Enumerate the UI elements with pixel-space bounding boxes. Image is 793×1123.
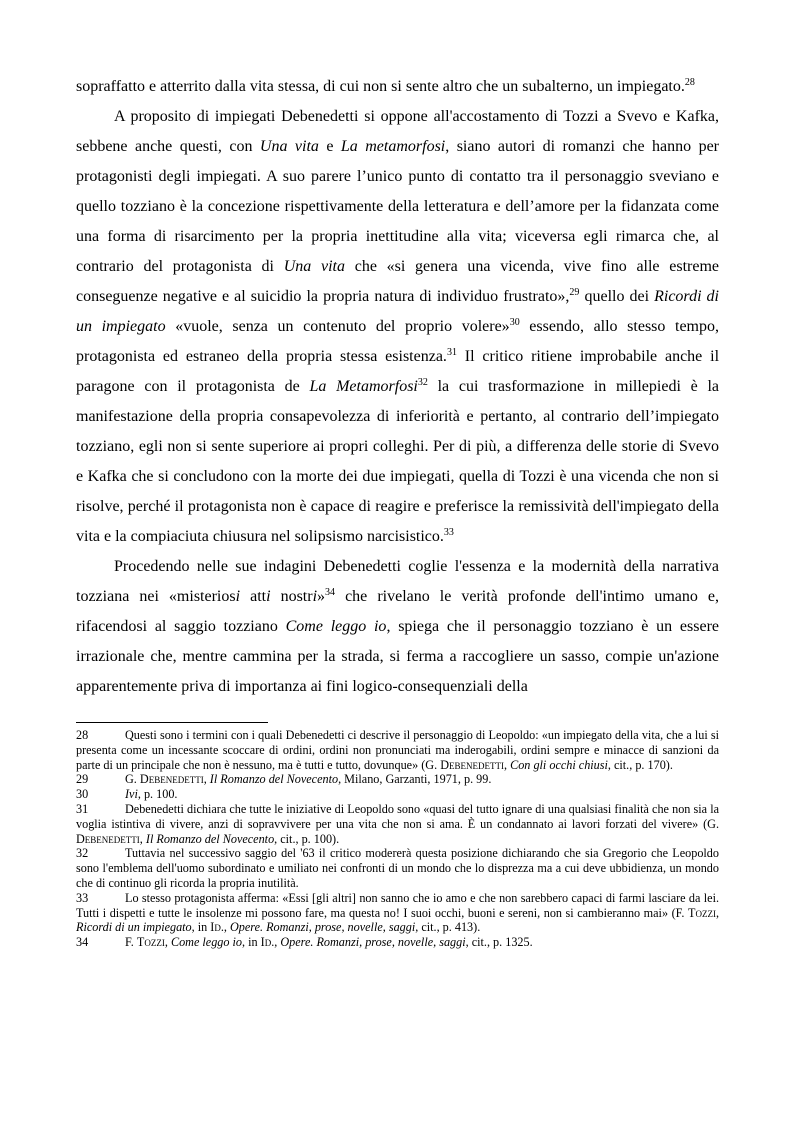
italic-letter: i xyxy=(266,588,271,605)
text-run: sopraffatto e atterrito dalla vita stessa, di cui non si sente altro che un subalterno, un impiegato. xyxy=(76,78,685,95)
text-run: ., xyxy=(271,935,281,950)
text-run: Questi sono i termini con i quali Debenedetti ci descrive il personaggio di Leopoldo: «un impiegato della vita, che a lui si presenta come un incessante scoccare di ordini, ordini non pronunciati ma inderogabili, ordini sempre e minacce di sanzioni da parte di un principale che non è nessuno, ma è tutti e tutto, dovunque» (G. xyxy=(76,728,719,772)
text-run: , cit., p. 1325. xyxy=(465,935,533,950)
text-run: , cit., p. 170). xyxy=(607,757,673,772)
footnote-33 xyxy=(76,891,719,935)
footnote-number: 29 xyxy=(76,772,89,787)
text-run: att xyxy=(240,588,267,605)
text-run: A proposito di impiegati Debenedetti si oppone all'accostamento di Tozzi a Svevo e Kafka, sebbene anche questi, con xyxy=(76,108,719,155)
paragraph-1 xyxy=(76,72,719,102)
footnote-ref-32[interactable]: 32 xyxy=(417,377,428,388)
footnote-ref-28[interactable]: 28 xyxy=(684,77,695,88)
footnote-number: 28 xyxy=(76,728,89,742)
footnote-ref-34[interactable]: 34 xyxy=(325,587,336,598)
footnote-32 xyxy=(76,846,719,890)
footnote-34 xyxy=(76,935,719,950)
text-run: , Milano, Garzanti, 1971, p. 99. xyxy=(338,772,492,787)
text-run: G. xyxy=(125,772,140,787)
text-run: , cit., p. 100). xyxy=(274,831,340,846)
italic-title: Ivi xyxy=(125,787,138,802)
text-run: , xyxy=(164,935,171,950)
author-name: Id xyxy=(260,935,272,950)
text-run: , in xyxy=(191,920,211,935)
footnote-number: 31 xyxy=(76,801,89,816)
paragraph-2 xyxy=(76,102,719,552)
italic-title: Ricordi di un impiegato xyxy=(76,920,192,935)
text-run: , xyxy=(503,757,511,772)
text-run: , xyxy=(715,905,719,920)
footnotes xyxy=(76,728,719,950)
text-run: Tuttavia nel successivo saggio del '63 il critico modererà questa posizione dichiarando che sia Gregorio che Leopoldo sono l'emblema dell'uomo subordinato e umiliato nei confronti di un mondo che lo disprezza ma a cui deve ubbidienza, un mondo che di continuo gli ricorda la propria inutilità. xyxy=(76,846,719,890)
footnote-separator xyxy=(76,722,268,723)
italic-title: Come leggo io xyxy=(285,618,387,635)
italic-title: Ricordi di un impiegato xyxy=(76,288,719,335)
text-run: F. xyxy=(125,935,137,950)
italic-title: Il Romanzo del Novecento xyxy=(145,831,275,846)
text-run: , xyxy=(139,831,146,846)
text-run: Lo stesso protagonista afferma: «Essi [gli altri] non sanno che io amo e che non sarebbero capaci di farmi lasciare da lei. Tutti i dispetti e tutte le insolenze mi possono fare, ma questa no! I suoi occhi, buoni e sereni, non si cambieranno mai» (F. xyxy=(76,890,719,920)
italic-letter: i xyxy=(235,588,241,605)
text-run: , siano autori di romanzi che hanno per protagonisti degli impiegati. A suo parere l’unico punto di contatto tra il personaggio sveviano e quello tozziano è la concezione rispettivamente della letteratura e dell’amore per la fidanzata come una forma di risarcimento per la propria inettitudine alla vita; viceversa egli rimarca che, al contrario del protagonista di xyxy=(76,138,720,275)
text-run: Procedendo nelle sue indagini Debenedetti coglie l'essenza e la modernità della narrativa tozziana nei «misterios xyxy=(76,558,719,605)
italic-letter: i xyxy=(312,588,318,605)
italic-title: Il Romanzo del Novecento xyxy=(209,772,339,787)
text-run: Il critico ritiene improbabile anche il paragone con il protagonista de xyxy=(76,348,720,395)
footnote-ref-30[interactable]: 30 xyxy=(509,317,520,328)
footnote-28 xyxy=(76,728,719,772)
italic-title: La Metamorfosi xyxy=(309,378,418,395)
text-run: Debenedetti dichiara che tutte le iniziative di Leopoldo sono «quasi del tutto ignare di una qualsiasi finalità che non sia la voglia istintiva di vivere, anzi di sopravvivere per una vita che non si ama. È un condannato ai lavori forzati del vivere» (G. xyxy=(76,801,719,831)
footnote-ref-33[interactable]: 33 xyxy=(443,527,454,538)
italic-title: Opere. Romanzi, prose, novelle, saggi xyxy=(229,920,416,935)
footnote-number: 33 xyxy=(76,890,89,905)
author-name: Tozzi xyxy=(688,905,716,920)
footnote-29 xyxy=(76,772,719,787)
text-run: «vuole, senza un contenuto del proprio volere» xyxy=(165,318,510,335)
text-run: e xyxy=(318,138,341,155)
author-name: Debenedetti xyxy=(139,772,204,787)
footnote-number: 34 xyxy=(76,935,89,950)
italic-title: La metamorfosi xyxy=(340,138,446,155)
text-run: quello dei xyxy=(579,288,655,305)
footnote-ref-31[interactable]: 31 xyxy=(446,347,457,358)
author-name: Debenedetti xyxy=(440,757,504,772)
text-run: ., xyxy=(220,920,230,935)
italic-title: Opere. Romanzi, prose, novelle, saggi xyxy=(280,935,466,950)
author-name: Debenedetti xyxy=(76,831,140,846)
footnote-number: 30 xyxy=(76,787,89,802)
italic-title: Con gli occhi chiusi xyxy=(510,757,608,772)
footnote-30 xyxy=(76,787,719,802)
text-run: la cui trasformazione in millepiedi è la manifestazione della propria consapevolezza di inferiorità e pertanto, al contrario dell’impiegato tozziano, egli non si sente superiore ai propri colleghi. Per di più, a differenza delle storie di Svevo e Kafka che si concludono con la morte dei due impiegati, quella di Tozzi è una vicenda che non si risolve, perché il protagonista non è capace di reagire e preferisce la remissività dell'impiegato della vita e la compiaciuta chiusura nel solipsismo narcisistico. xyxy=(76,378,719,545)
text-run: che «si genera una vicenda, vive fino alle estreme conseguenze negative e al suicidio la propria natura di individuo frustrato», xyxy=(76,258,720,305)
text-run: , cit., p. 413). xyxy=(415,920,481,935)
author-name: Tozzi xyxy=(136,935,165,950)
footnote-ref-29[interactable]: 29 xyxy=(569,287,580,298)
text-run: , xyxy=(203,772,210,787)
paragraph-3 xyxy=(76,552,719,702)
text-run: essendo, allo stesso tempo, protagonista ed estraneo della propria stessa esistenza. xyxy=(76,318,719,365)
italic-title: Una vita xyxy=(259,138,319,155)
text-run: , spiega che il personaggio tozziano è un essere irrazionale che, mentre cammina per la strada, si ferma a raccogliere un sasso, compie un'azione apparentemente priva di importanza ai fini logico-consequenziali della xyxy=(76,618,720,695)
italic-title: Una vita xyxy=(283,258,345,275)
footnote-number: 32 xyxy=(76,846,89,861)
document-page xyxy=(76,72,719,950)
footnote-31 xyxy=(76,802,719,846)
text-run: » xyxy=(317,588,326,605)
body-text xyxy=(76,72,719,702)
text-run: nostr xyxy=(270,588,313,605)
italic-title: Come leggo io xyxy=(170,935,243,950)
text-run: , p. 100. xyxy=(137,787,178,802)
text-run: , in xyxy=(242,935,261,950)
text-run: che rivelano le verità profonde dell'intimo umano e, rifacendosi al saggio tozziano xyxy=(76,588,719,635)
author-name: Id xyxy=(210,920,221,935)
